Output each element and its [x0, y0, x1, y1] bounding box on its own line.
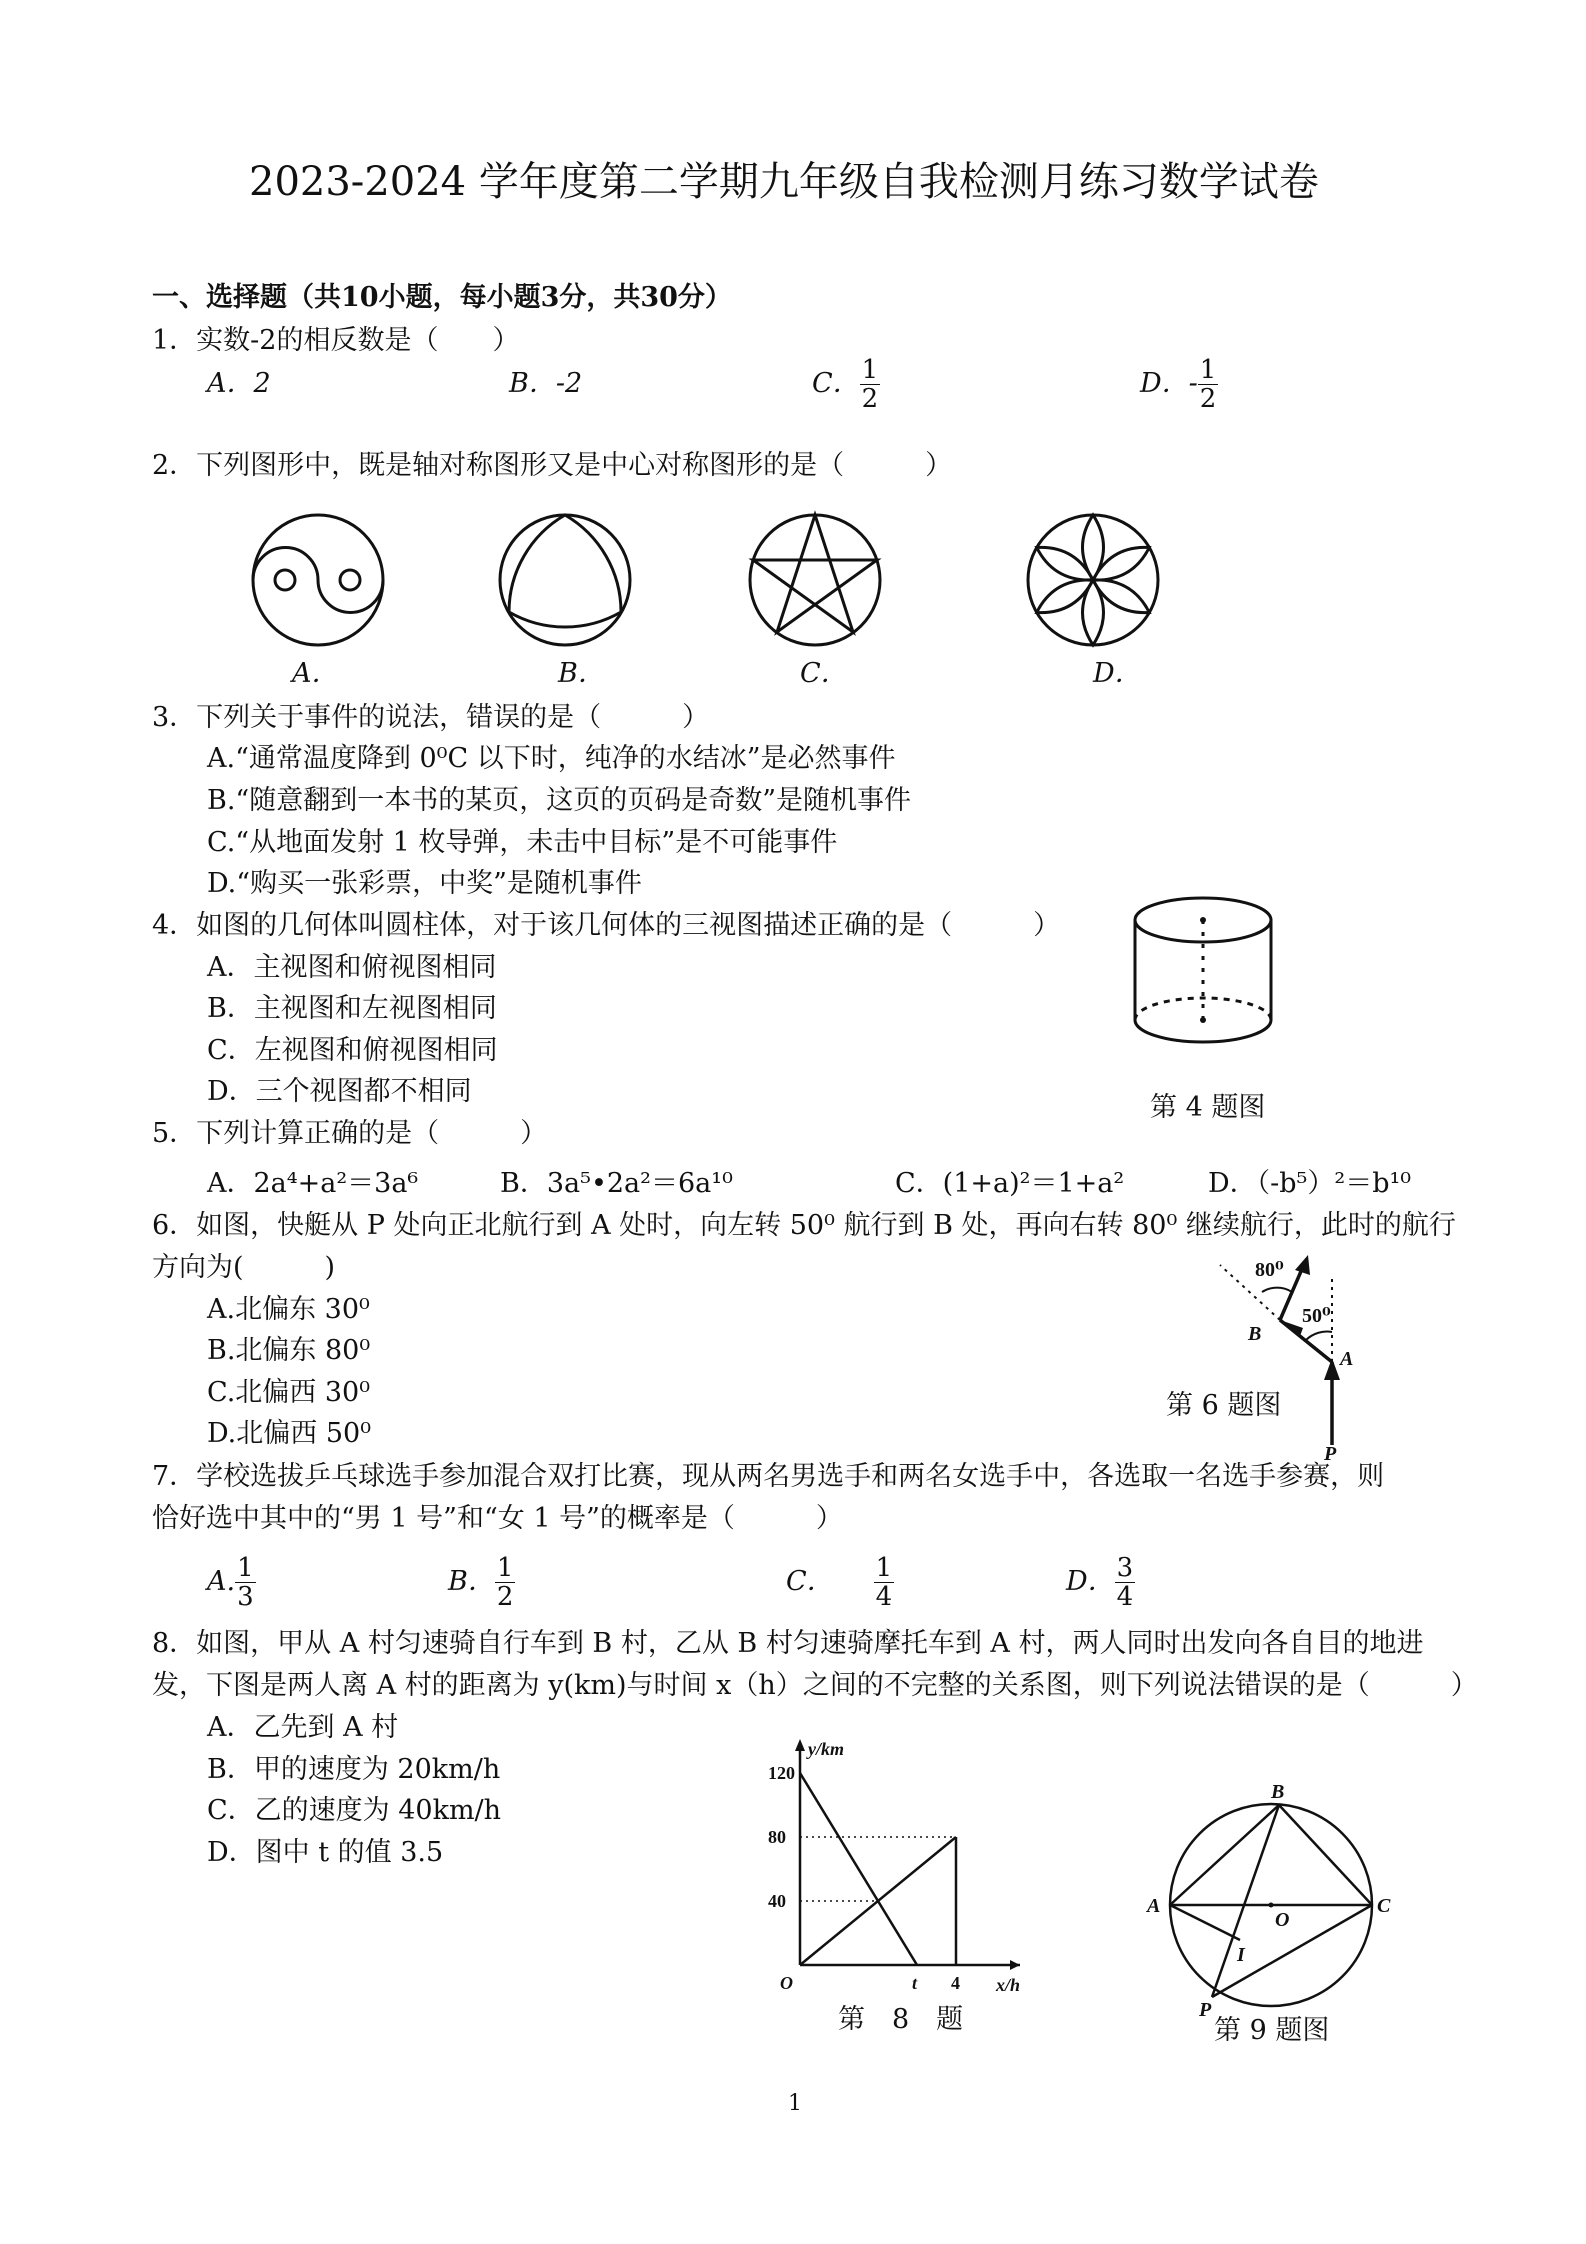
q1-option-a: A．2 — [207, 368, 271, 399]
q4-option-d: D．三个视图都不相同 — [207, 1076, 472, 1107]
q7-option-b: B． $\frac{1}{2}$ — [448, 1553, 514, 1612]
q7-option-a: A. $\frac{1}{3}$ — [207, 1553, 254, 1612]
q8-option-c: C．乙的速度为 40km/h — [207, 1795, 502, 1826]
q1-option-b: B．-2 — [509, 368, 583, 399]
q6-option-b: B.北偏东 80⁰ — [207, 1335, 371, 1366]
y-axis-label: y/km — [808, 1739, 844, 1759]
q6-caption: 第 6 题图 — [1166, 1390, 1282, 1421]
q1-option-d: D．- $\frac{1}{2}$ — [1140, 355, 1217, 414]
cylinder-figure — [1130, 890, 1290, 1050]
q6-line2: 方向为( ) — [152, 1252, 336, 1283]
q8-option-d: D．图中 t 的值 3.5 — [207, 1837, 444, 1868]
circle-figure — [1147, 1780, 1415, 2021]
q1-option-c: C． $\frac{1}{2}$ — [812, 355, 879, 414]
point-b-label: B — [1248, 1323, 1262, 1345]
point-a-label: A — [1340, 1348, 1354, 1370]
q4-caption: 第 4 题图 — [1150, 1092, 1266, 1123]
distance-time-chart — [760, 1735, 1040, 1995]
page-title: 2023-2024 学年度第二学期九年级自我检测月练习数学试卷 — [249, 159, 1319, 205]
q7-line2: 恰好选中其中的“男 1 号”和“女 1 号”的概率是（ ） — [152, 1503, 843, 1534]
q5-option-d: D．（-b⁵）²＝b¹⁰ — [1208, 1168, 1412, 1199]
y-tick-label: 80 — [768, 1827, 786, 1847]
q7-option-c: C． $\frac{1}{4}$ — [786, 1553, 893, 1612]
q5-option-b: B．3a⁵•2a²＝6a¹⁰ — [500, 1168, 733, 1199]
q4-option-a: A．主视图和俯视图相同 — [207, 952, 497, 983]
angle-50-label: 50⁰ — [1302, 1305, 1331, 1327]
point-p-label: P — [1199, 1999, 1212, 2021]
page-number: 1 — [788, 2091, 802, 2116]
origin-label: O — [780, 1973, 793, 1993]
q4-option-b: B．主视图和左视图相同 — [207, 993, 497, 1024]
y-tick-label: 40 — [768, 1891, 786, 1911]
x-tick-label: 4 — [951, 1973, 960, 1993]
x-tick-label: t — [912, 1973, 918, 1993]
q2-stem: 2．下列图形中，既是轴对称图形又是中心对称图形的是（ ） — [152, 450, 953, 481]
y-tick-label: 120 — [768, 1763, 795, 1783]
q8-option-a: A．乙先到 A 村 — [207, 1712, 399, 1743]
q8-option-b: B．甲的速度为 20km/h — [207, 1754, 501, 1785]
q3-option-a: A.“通常温度降到 0⁰C 以下时，纯净的水结冰”是必然事件 — [207, 743, 896, 774]
q8-caption: 第 8 题 — [838, 2004, 964, 2035]
point-o-label: O — [1275, 1909, 1290, 1931]
point-b-label: B — [1271, 1781, 1285, 1803]
q2-figures — [0, 500, 1586, 700]
q6-option-c: C.北偏西 30⁰ — [207, 1377, 371, 1408]
section-heading: 一、选择题（共10小题，每小题3分，共30分） — [152, 282, 732, 313]
figure-b-reuleaux — [500, 515, 630, 645]
q3-option-d: D.“购买一张彩票，中奖”是随机事件 — [207, 868, 642, 899]
q7-option-d: D． $\frac{3}{4}$ — [1066, 1553, 1134, 1612]
q6-option-a: A.北偏东 30⁰ — [207, 1294, 370, 1325]
q2-label-d: D． — [1093, 658, 1142, 689]
q7-line1: 7．学校选拔乒乓球选手参加混合双打比赛，现从两名男选手和两名女选手中，各选取一名选手参赛，则 — [152, 1461, 1385, 1492]
q6-line1: 6．如图，快艇从 P 处向正北航行到 A 处时，向左转 50⁰ 航行到 B 处，再向右转 80⁰ 继续航行，此时的航行 — [152, 1210, 1456, 1241]
point-i-label: I — [1237, 1944, 1245, 1966]
q9-caption: 第 9 题图 — [1214, 2015, 1330, 2046]
q4-option-c: C．左视图和俯视图相同 — [207, 1035, 498, 1066]
q2-label-b: B． — [558, 658, 605, 689]
navigation-figure — [1210, 1240, 1370, 1465]
figure-d-flower — [1028, 515, 1158, 645]
figure-c-pentagram — [750, 515, 880, 645]
point-a-label: A — [1147, 1895, 1161, 1917]
q4-stem: 4．如图的几何体叫圆柱体，对于该几何体的三视图描述正确的是（ ） — [152, 910, 1061, 941]
x-axis-label: x/h — [996, 1975, 1021, 1995]
q2-label-c: C． — [800, 658, 848, 689]
q5-option-c: C．(1+a)²＝1+a² — [895, 1168, 1125, 1199]
q3-stem: 3．下列关于事件的说法，错误的是（ ） — [152, 702, 710, 733]
series-line-1 — [800, 1773, 917, 1965]
q6-option-d: D.北偏西 50⁰ — [207, 1418, 372, 1449]
q3-option-c: C.“从地面发射 1 枚导弹，未击中目标”是不可能事件 — [207, 827, 838, 858]
q1-stem: 1．实数-2的相反数是（ ） — [152, 325, 520, 356]
figure-a-taiji — [253, 515, 383, 645]
q8-line1: 8．如图，甲从 A 村匀速骑自行车到 B 村，乙从 B 村匀速骑摩托车到 A 村，两人同时出发向各自目的地进 — [152, 1628, 1424, 1659]
q3-option-b: B.“随意翻到一本书的某页，这页的页码是奇数”是随机事件 — [207, 785, 912, 816]
point-p-label: P — [1324, 1443, 1337, 1465]
angle-80-label: 80⁰ — [1255, 1259, 1284, 1281]
q5-option-a: A．2a⁴+a²＝3a⁶ — [207, 1168, 419, 1199]
point-c-label: C — [1377, 1895, 1391, 1917]
q2-label-a: A． — [292, 658, 339, 689]
q8-line2: 发，下图是两人离 A 村的距离为 y(km)与时间 x（h）之间的不完整的关系图，则下列说法错误的是（ ） — [152, 1670, 1478, 1701]
q5-stem: 5．下列计算正确的是（ ） — [152, 1118, 548, 1149]
